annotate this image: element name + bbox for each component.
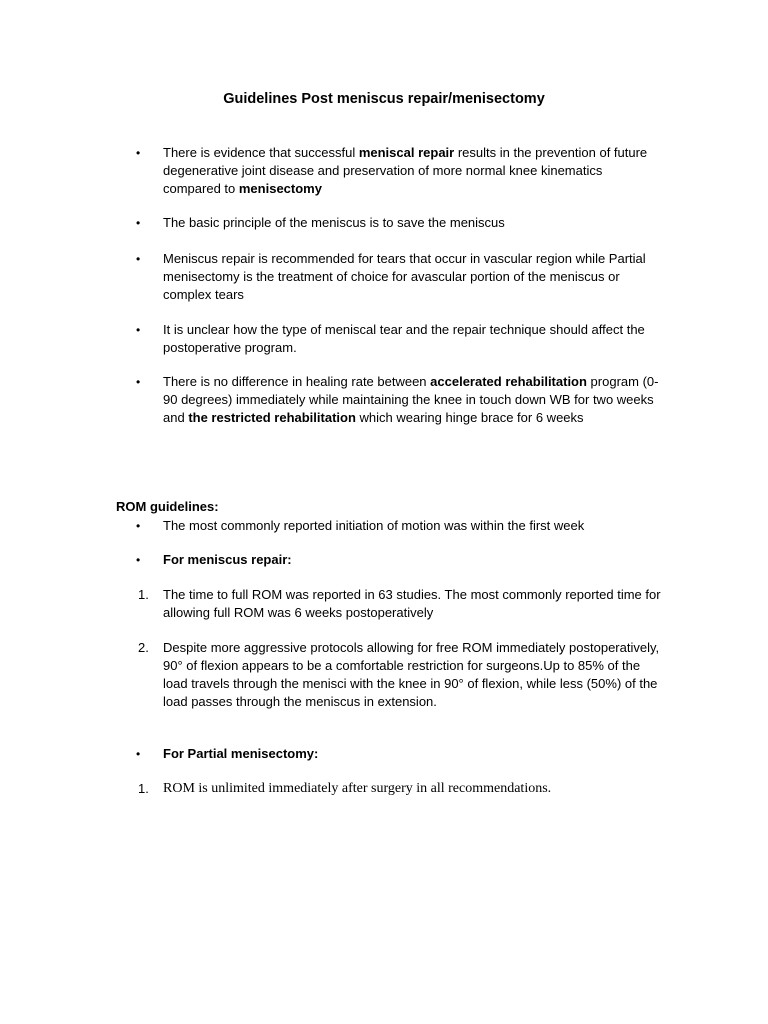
section-subheading: For meniscus repair: [163, 552, 292, 567]
page-title: Guidelines Post meniscus repair/menisectomy [223, 91, 545, 107]
bullet-item [136, 144, 663, 198]
bullet-marker: • [136, 146, 141, 160]
numbered-item [138, 780, 663, 798]
item-text: Despite more aggressive protocols allowing for free ROM immediately postoperatively, 90° of flexion appears to be a comfortable restriction for surgeons.Up to 85% of the load travels through the menisci with the knee in 90° of flexion, while less (50%) of the load passes through the meniscus in extension. [163, 640, 660, 709]
bullet-item [136, 214, 663, 232]
bullet-item [136, 321, 663, 357]
rom-heading: ROM guidelines: [116, 499, 219, 514]
bullet-marker: • [136, 519, 141, 533]
bold-term: accelerated rehabilitation [430, 374, 587, 389]
bullet-item [136, 373, 663, 427]
numbered-item [138, 639, 663, 711]
numbered-item [138, 586, 663, 622]
bullet-text: The basic principle of the meniscus is to save the meniscus [163, 215, 505, 230]
bullet-item [136, 517, 663, 535]
bullet-item [136, 745, 663, 763]
item-text: ROM is unlimited immediately after surgery in all recommendations. [163, 781, 552, 796]
item-number: 1. [138, 587, 149, 602]
bullet-text: There is evidence that successful [163, 145, 359, 160]
bullet-marker: • [136, 216, 141, 230]
item-number: 1. [138, 781, 149, 796]
bullet-item [136, 250, 663, 304]
bullet-item [136, 551, 663, 569]
bullet-marker: • [136, 747, 141, 761]
bullet-text: program (0-90 degrees) immediately while maintaining the knee in touch down WB for two weeks and [163, 374, 659, 425]
bullet-marker: • [136, 323, 141, 337]
bullet-text: which wearing hinge brace for 6 weeks [355, 410, 584, 425]
bullet-text: The most commonly reported initiation of motion was within the first week [163, 518, 585, 533]
bold-term: menisectomy [238, 181, 322, 196]
bullet-text: Meniscus repair is recommended for tears that occur in vascular region while Partial menisectomy is the treatment of choice for avascular portion of the meniscus or complex tears [163, 251, 646, 302]
bullet-text: There is no difference in healing rate between [163, 374, 431, 389]
item-text: The time to full ROM was reported in 63 studies. The most commonly reported time for allowing full ROM was 6 weeks postoperatively [163, 587, 661, 620]
section-subheading: For Partial menisectomy: [163, 746, 319, 761]
bullet-marker: • [136, 553, 141, 567]
bullet-marker: • [136, 252, 141, 266]
bullet-text: results in the prevention of future degenerative joint disease and preservation of more normal knee kinematics compared to [163, 145, 648, 196]
bold-term: the restricted rehabilitation [188, 410, 356, 425]
bullet-marker: • [136, 375, 141, 389]
item-number: 2. [138, 640, 149, 655]
bold-term: meniscal repair [358, 145, 455, 160]
bullet-text: It is unclear how the type of meniscal tear and the repair technique should affect the postoperative program. [163, 322, 645, 355]
